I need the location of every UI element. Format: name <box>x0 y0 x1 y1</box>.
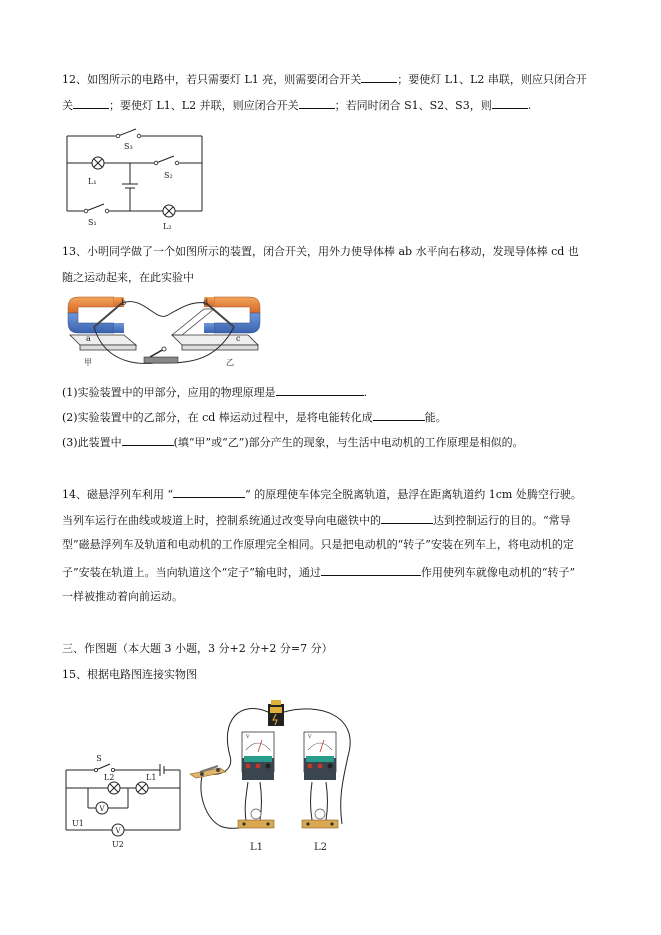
q14-blank-3[interactable] <box>321 563 421 576</box>
q14-blank-1[interactable] <box>173 485 245 498</box>
switch-s-contact <box>94 768 97 771</box>
label-s: S <box>96 754 102 763</box>
label-real-l1: L1 <box>250 842 264 853</box>
q12-circuit-diagram <box>60 126 210 236</box>
q13-sub-2: (2)实验装置中的乙部分，在 cd 棒运动过程中，是将电能转化成 能。 <box>62 408 447 425</box>
label-v2-symbol: V <box>115 827 121 835</box>
q12-line-2: 关 ；要使灯 L1、L2 并联，则应闭合开关 ；若同时闭合 S1、S2、S3，则 . <box>62 96 531 113</box>
label-jia: 甲 <box>84 358 92 367</box>
label-l2: L2 <box>104 773 115 782</box>
q15-physical-components <box>180 696 360 856</box>
q13-sub-1: (1)实验装置中的甲部分，应用的物理原理是 . <box>62 383 367 400</box>
q14-blank-2[interactable] <box>381 511 433 524</box>
q13-blank-2[interactable] <box>373 408 425 421</box>
q12-blank-2[interactable] <box>73 96 109 109</box>
label-s3: S₃ <box>124 142 133 151</box>
v1-dial-label: V <box>246 734 250 740</box>
label-d: d <box>203 298 209 307</box>
q13-line-1: 13、小明同学做了一个如图所示的装置，闭合开关，用外力使导体棒 ab 水平向右移动，发现导体棒 cd 也 <box>62 245 579 258</box>
label-l1: L1 <box>146 773 157 782</box>
voltmeter-v1-real-icon <box>242 732 274 780</box>
label-yi: 乙 <box>226 358 234 367</box>
lamp-l1-schematic-icon <box>136 782 148 794</box>
label-s2: S₂ <box>164 171 173 180</box>
label-u1: U1 <box>72 819 84 828</box>
q13-line-2: 随之运动起来，在此实验中 <box>62 271 194 284</box>
q14-line-5: 一样被推动着向前运动。 <box>62 590 183 603</box>
q12-blank-4[interactable] <box>492 96 528 109</box>
q14-line-2: 当列车运行在曲线或坡道上时，控制系统通过改变导向电磁铁中的 达到控制运行的目的。“常导 <box>62 511 571 528</box>
q13-sub-3: (3)此装置中 (填“甲”或“乙”)部分产生的现象，与生活中电动机的工作原理是相似的。 <box>62 433 524 450</box>
q13-blank-1[interactable] <box>276 383 364 396</box>
q15-circuit-diagram <box>58 748 188 848</box>
switch-icon <box>144 347 178 363</box>
switch-s1-contact <box>84 209 88 213</box>
q14-line-4: 子”安装在轨道上。当向轨道这个“定子”输电时，通过 作用使列车就像电动机的“转子” <box>62 563 575 580</box>
q12-blank-1[interactable] <box>361 70 397 83</box>
q12-blank-3[interactable] <box>299 96 335 109</box>
lamp-l1-icon <box>92 157 104 169</box>
section-3-heading: 三、作图题（本大题 3 小题，3 分+2 分+2 分=7 分） <box>62 642 333 655</box>
lamp-l1-real-icon <box>238 809 274 828</box>
switch-s3-contact <box>116 134 120 138</box>
label-b: b <box>121 298 127 307</box>
lamp-l2-icon <box>163 205 175 217</box>
label-l1: L₁ <box>88 177 97 186</box>
battery-icon <box>268 700 284 726</box>
lamp-l2-schematic-icon <box>108 782 120 794</box>
label-c: c <box>236 334 241 343</box>
q15-line-1: 15、根据电路图连接实物图 <box>62 668 197 681</box>
label-l2: L₂ <box>163 222 172 231</box>
q14-line-3: 型”磁悬浮列车及轨道和电动机的工作原理完全相同。只是把电动机的“转子”安装在列车上，将电动机的定 <box>62 538 574 551</box>
label-real-l2: L2 <box>314 842 328 853</box>
voltmeter-v2-real-icon <box>304 732 336 780</box>
q13-apparatus-figure <box>64 293 274 373</box>
label-v1-symbol: V <box>99 805 105 813</box>
v2-dial-label: V <box>308 734 312 740</box>
label-s1: S₁ <box>88 218 97 227</box>
label-u2: U2 <box>112 840 124 848</box>
q14-line-1: 14、磁悬浮列车利用 “ ” 的原理使车体完全脱离轨道，悬浮在距离轨道约 1cm 处腾空行驶。 <box>62 485 582 502</box>
q13-blank-3[interactable] <box>122 433 174 446</box>
switch-real-icon <box>190 766 226 778</box>
lamp-l2-real-icon <box>302 809 338 828</box>
apparatus-yi <box>172 297 260 350</box>
label-a: a <box>86 334 91 343</box>
q12-line-1: 12、如图所示的电路中，若只需要灯 L1 亮，则需要闭合开关 ；要使灯 L1、L2 串联，则应只闭合开 <box>62 70 587 87</box>
switch-s2-contact <box>154 161 158 165</box>
